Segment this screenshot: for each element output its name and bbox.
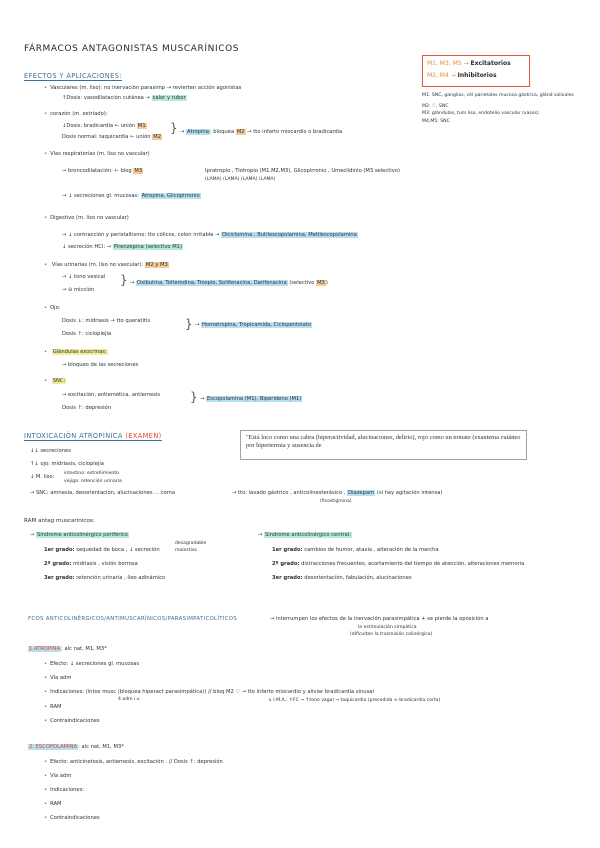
cns-line <box>44 378 66 385</box>
brace-symbol: } <box>190 390 198 404</box>
section-heading-effects: EFECTOS Y APLICACIONES: <box>24 72 122 80</box>
grade-label: 1er grado: <box>44 547 75 553</box>
scopolamine-route: • Vía adm <box>44 773 71 780</box>
ram-heading: RAM antag muscarínicos: <box>24 518 95 524</box>
cns-drugs: Escopolamina (M1), Biperideno (M1) <box>207 396 302 402</box>
legend-excitatory-codes: M1, M3, M5 <box>427 60 462 67</box>
peripheral-grade-3 <box>44 575 165 582</box>
mnemonic-quote-box: "Está loco como una cabra (hiperactividad, alucinaciones, delirio), rojo como un tomate (exantema cutáneo por hipertermia y ausencia de <box>240 430 527 460</box>
heart-normal-dose-text: Dosis normal: taquicardia ← unión <box>62 134 151 140</box>
receptor-note: M1: SNC, ganglios, cél parietales mucosa gástrica, glánd salivales <box>422 93 574 98</box>
eye-low-dose: Dosis ↓: midriasis → tto queratitis <box>62 318 151 324</box>
vascular-dose-line <box>62 95 187 102</box>
intoxication-heading-text: INTOXICACIÓN ATROPÍNICA <box>24 432 123 440</box>
intox-secretions: ↓↓ secreciones <box>30 448 71 454</box>
peripheral-grade-2 <box>44 561 138 568</box>
intox-intestine: intestino: estreñimiento <box>64 471 119 476</box>
glands-detail: → bloqueo de las secreciones <box>62 362 139 368</box>
respiratory-secretions-text: → ↓ secreciones gl. mucosas: <box>62 193 139 199</box>
legend-inhibitory-text: Inhibitorios <box>457 72 497 79</box>
scopolamine-contraindications: • Contraindicaciones <box>44 815 100 822</box>
atropine-heart-line: → Atropina: bloquea M2 → tto infarto miocardio o bradicardia <box>180 129 343 135</box>
grade-label: 2º grado: <box>272 561 300 567</box>
cns-depression: Dosis ↑: depresión <box>62 405 111 411</box>
page-title: FÁRMACOS ANTAGONISTAS MUSCARÍNICOS <box>24 44 240 54</box>
urinary-tone: → ↓ tono vesical <box>62 274 106 280</box>
atropine-route: • Vía adm <box>44 675 71 682</box>
intox-treatment: tto: lavado gástrico , anticolinesterásico , <box>238 490 346 496</box>
anticholinergics-heading-rest-2: la estimulación simpática <box>358 625 417 630</box>
scopolamine-subtitle: : alc nat, M1, M3* <box>78 744 124 750</box>
urinary-selective: (selectivo <box>289 280 315 286</box>
peripheral-brace-a: desagradable <box>175 541 207 546</box>
vascular-dose-text: ↑Dosis: vasodilatación cutánea → <box>62 95 150 101</box>
atropine-subtitle: : alc nat, M1, M3* <box>61 646 107 652</box>
scopolamine-title-text: 2. ESCOPOLAMINA <box>29 744 78 750</box>
receptor-note: M4,M5: SNC <box>422 119 450 124</box>
central-syndrome-title: → Síndrome anticolinérgico central: <box>258 532 352 538</box>
grade-text: desorientación, fabulación, alucinaciones <box>304 575 412 581</box>
exam-tag: (EXAMEN) <box>125 432 162 440</box>
grade-label: 2º grado: <box>44 561 72 567</box>
scopolamine-ram: • RAM <box>44 801 61 808</box>
eye-drugs-line: → Homatropina, Tropicamida, Ciclopentolato <box>195 322 311 328</box>
atropine-contraindications: • Contraindicaciones <box>44 718 100 725</box>
intox-bladder: vejiga: retención urinaria <box>64 479 122 484</box>
receptor-note: M3: glándulas, tum liso, endotelio vascular (vasos) <box>422 111 539 116</box>
anticholinergics-heading-rest: → interrumpen los efectos de la inervación parasimpática + se pierde la oposición a <box>270 616 489 622</box>
glands-line <box>44 349 108 356</box>
digestive-hcl-text: ↓ secreción HCl: → <box>62 244 112 250</box>
atropine-indications-iv: 4 adm i.v. <box>118 697 141 702</box>
atropine-end: → tto infarto miocardio o bradicardia <box>247 129 343 135</box>
digestive-line: • Digestivo (m. liso no vascular) <box>44 215 129 222</box>
legend-excitatory: M1, M3, M5 → Excitatorios <box>427 60 511 67</box>
legend-excitatory-text: Excitatorios <box>470 60 511 67</box>
digestive-motility <box>62 232 358 239</box>
bronchodilation-code: M3 <box>134 168 143 174</box>
bronchodilation-text: → broncodilatación: ← blog <box>62 168 132 174</box>
grade-text: distracciones frecuentes, acortamiento del tiempo de atención, alteraciones memoria <box>301 561 525 567</box>
atropine-effect: • Efecto: ↓ secreciones gl. mucosas <box>44 661 139 668</box>
cns-drugs-line: → Escopolamina (M1), Biperideno (M1) <box>200 396 302 402</box>
central-grade-2 <box>272 561 524 568</box>
scopolamine-effect: • Efecto: anticinetosis, antiemesis, excitación . // Dosis ↑: depresión <box>44 759 223 766</box>
intox-treatment-sub: (fisostigmina) <box>320 499 352 504</box>
urinary-line <box>44 262 169 269</box>
bronchodilation-line <box>62 168 143 175</box>
grade-text: cambios de humor, ataxia , alteración de la marcha <box>304 547 439 553</box>
legend-inhibitory-codes: M2, M4 <box>427 72 449 79</box>
urinary-codes: M2 y M3 <box>145 262 168 268</box>
digestive-motility-highlight: Diciclomina , Butilescopolamina, Metilescopolamina <box>222 232 357 238</box>
urinary-drugs-line: → Oxibutina, Tolterodina, Trospio, Solifenacina, Darifenacina (selectivo M3) <box>130 280 328 286</box>
intox-diazepam: Diazepam <box>348 490 375 496</box>
atropine-highlight: Atropina <box>187 129 209 135</box>
receptor-note: M2: ♡, SNC <box>422 104 449 109</box>
atropine-title-text: 1.ATROPINA <box>29 646 61 652</box>
vascular-dose-highlight: calor y rubor <box>152 95 186 101</box>
eye-drugs: Homatropina, Tropicamida, Ciclopentolato <box>202 322 311 328</box>
heart-normal-dose-code: M2 <box>153 134 162 140</box>
grade-text: midriasis , visión borrosa <box>73 561 138 567</box>
respiratory-secretions <box>62 193 201 200</box>
cns-excitation: → excitación, antiemética, antiemesis <box>62 392 161 398</box>
grade-label: 3er grado: <box>44 575 75 581</box>
urinary-text: Vías urinarias (m. liso no vascular): <box>51 262 144 268</box>
atropine-rest: : bloquea <box>209 129 235 135</box>
brace-symbol: } <box>120 273 128 287</box>
scopolamine-indications: • Indicaciones: <box>44 787 84 794</box>
respiratory-line: • Vías respiratorias (m. liso no vascular) <box>44 151 150 158</box>
central-grade-1 <box>272 547 439 554</box>
atropine-title <box>28 646 107 653</box>
atropine-ram: • RAM <box>44 704 61 711</box>
digestive-hcl-highlight: Pirenzepina (selectivo M1) <box>113 244 183 250</box>
peripheral-syndrome-text: Síndrome anticolinérgico periférico <box>37 532 128 538</box>
atropine-indications: • Indicaciones: (intox musc (bloquea hiperact parasimpática)) // bloq M2 ♡ → tto infarto miocardio y aliviar bradicardia sinusal <box>44 689 374 696</box>
grade-label: 3er grado: <box>272 575 303 581</box>
glands-text: Glándulas exocrinas: <box>52 349 107 355</box>
urinary-micturition: → ⊖ micción <box>62 287 95 293</box>
anticholinergics-heading-rest-3: (dificultan la trasmisión colinérgica) <box>350 632 433 637</box>
heart-low-dose <box>62 123 147 130</box>
peripheral-syndrome-title: → Síndrome anticolinérgico periférico <box>30 532 128 538</box>
brace-symbol: } <box>170 121 178 135</box>
respiratory-drugs-sub: (LAMA) (LAMA) (LAMA) (LAMA) <box>205 177 276 182</box>
heart-line: • corazón (m. estriado): <box>44 111 108 118</box>
legend-inhibitory: M2, M4 → Inhibitorios <box>427 72 497 79</box>
grade-label: 1er grado: <box>272 547 303 553</box>
atropine-indications-ima: ↳ I.M.A.: ↑FC → ↑tono vagal → taquicardia (precedida ≈ bradicardia corta) <box>268 698 441 703</box>
intox-treatment-end: (si hay agitación intensa) <box>376 490 443 496</box>
central-syndrome-text: Síndrome anticolinérgico central: <box>265 532 352 538</box>
digestive-motility-text: → ↓ contracción y peristaltismo: tto cólicos, colon irritable → <box>62 232 220 238</box>
heart-normal-dose <box>62 134 162 141</box>
heart-low-dose-code: M1 <box>137 123 146 129</box>
atropine-code: M2 <box>236 129 245 135</box>
peripheral-brace-b: molestias <box>175 548 198 553</box>
urinary-selective-code: M3 <box>317 280 325 286</box>
eye-line: • Ojo: <box>44 305 61 312</box>
intox-smooth-muscle: ↓ M. liso: <box>30 474 55 480</box>
urinary-drugs: Oxibutina, Tolterodina, Trospio, Solifenacina, Darifenacina <box>137 280 287 286</box>
central-grade-3 <box>272 575 412 582</box>
eye-high-dose: Dosis ↑: cicloplejia <box>62 331 112 337</box>
scopolamine-title <box>28 744 124 751</box>
respiratory-drugs: Ipratropio , Tiotropio (M1,M2,M3), Glicopirronio , Umeclidinio (M3 selectivo) <box>205 168 400 174</box>
grade-text: retención urinaria , íleo adinámico <box>76 575 166 581</box>
intox-treatment-line: → tto: lavado gástrico , anticolinesterásico , Diazepam (si hay agitación intensa) <box>232 490 443 496</box>
intox-cns: → SNC: amnesia, desorientación, alucinaciones ... coma <box>30 490 176 496</box>
cns-text: SNC: <box>52 378 66 384</box>
anticholinergics-heading: FCOS ANTICOLINÉRGICOS/ANTIMUSCARÍNICOS/PARASIMPATICOLÍTICOS <box>28 616 238 622</box>
brace-symbol: } <box>185 317 193 331</box>
receptor-legend-box <box>422 55 530 87</box>
respiratory-secretions-highlight: Atropina, Glicopirronio <box>141 193 200 199</box>
grade-text: sequedad de boca , ↓ secreción <box>76 547 160 553</box>
intox-eye: ↑↓ ojo: midriasis, cicloplejía <box>30 461 104 467</box>
peripheral-grade-1 <box>44 547 160 554</box>
heart-low-dose-text: ↓Dosis: bradicardia ← unión <box>62 123 136 129</box>
vascular-line: • Vasculares (m. liso): no inervación parasimp → revierten acción agonistas <box>44 85 241 92</box>
digestive-hcl <box>62 244 183 251</box>
section-heading-intoxication <box>24 432 162 441</box>
